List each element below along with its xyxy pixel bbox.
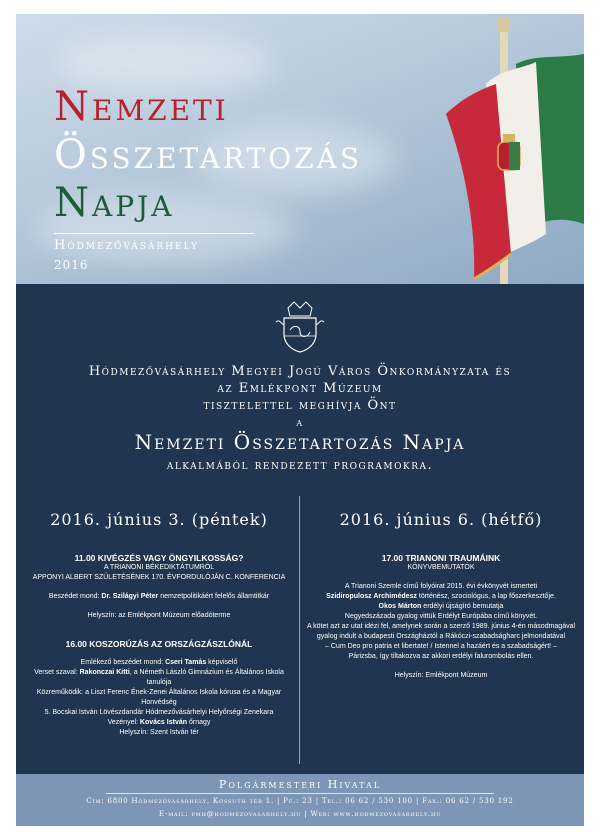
footer-office: Polgármesteri Hivatal [218,778,382,791]
event-3-presenter-1: Szidiropulosz Archimédesz történész, szociológus, a lap főszerkesztője. [326,593,556,600]
event-1-subtitle-2: APPONYI ALBERT SZÜLETÉSÉNEK 170. ÉVFORDULÓJÁN C. KONFERENCIA [32,574,286,581]
event-3-text-4: A kötet azt az utat idézi fel, amelynek során a szerző 1989. június 4-én másodmagával [306,623,576,630]
event-name: Nemzeti Összetartozás Napja [134,430,466,454]
title-line-3: Napja [54,180,175,226]
event-3-text-1: A Trianoni Szemle című folyóirat 2015. évi évkönyvét ismerteti [344,583,538,590]
event-1-venue: Helyszín: az Emlékpont Múzeum előadóterme [87,612,231,619]
program-day-1 [24,510,294,738]
footer-divider [106,793,494,794]
invitation-panel [16,284,584,774]
event-3-text-6: – Cum Deo pro patria et libertate! / Istennel a hazáért és a szabadságért! – [325,643,557,650]
footer-address: Cím: 6800 Hódmezővásárhely, Kossuth tér 1. | Pf.: 23 | Tel.: 06 62 / 530 100 | Fax.: 06 62 / 530 192 [86,797,514,805]
event-3-text-3: Negyedszázada gyalog vittük Erdélyt Európába című könyvét. [344,613,538,620]
event-3-venue: Helyszín: Emlékpont Múzeum [394,672,488,679]
footer-contact[interactable]: E-mail: pmh@hodmezovasarhely.hu | Web: www.hodmezovasarhely.hu [158,810,442,818]
date-day-1: 2016. június 3. (péntek) [50,510,268,529]
hungarian-flag-image [416,14,584,284]
event-2-performers-1: Közreműködik: a Liszt Ferenc Ének-Zenei Általános Iskola kórusa és a Magyar Honvédség [36,689,282,706]
year-label: 2016 [54,258,89,272]
event-3-subtitle: KÖNYVBEMUTATÓK [407,564,475,571]
invitation-line-2: az Emlékpont Múzeum [217,381,383,396]
event-2-performers-2: 5. Bocskai István Lövészdandár Hódmezővásárhelyi Helyőrségi Zenekara [44,709,274,716]
event-2-venue: Helyszín: Szent István tér [119,729,199,736]
column-divider [299,496,300,764]
footer [16,774,584,826]
invitation-line-1: Hódmezővásárhely Megyei Jogú Város Önkormányzata és [88,364,512,379]
event-1-speaker: Beszédet mond: Dr. Szilágyi Péter nemzetpolitikáért felelős államtitkár [48,593,270,600]
city-label: Hódmezővásárhely [54,238,199,253]
program-day-2 [306,510,576,681]
event-3-presenter-2: Okos Márton erdélyi újságíró bemutatja [378,603,504,610]
city-crest-icon [274,300,326,354]
event-1-title: 11.00 KIVÉGZÉS VAGY ÖNGYILKOSSÁG? [74,553,244,563]
event-3-title: 17.00 TRIANONI TRAUMÁINK [381,553,501,563]
title-line-2: Összetartozás [54,132,363,178]
header-banner [16,14,584,284]
event-2-speaker: Emlékező beszédet mond: Cseri Tamás képviselő [80,659,238,666]
title-divider [54,233,254,234]
event-3-text-5: gyalog indult a budapesti Országháztól a Rákóczi-szabadságharc jelmondatával [316,633,566,640]
event-2-poem: Verset szaval: Rakonczai Kitti, a Németh László Gimnázium és Általános Iskola tanulója [34,669,284,686]
invitation-line-4: a [296,415,304,429]
event-1-subtitle-1: A TRIANONI BÉKEDIKTÁTUMRÓL [103,564,215,571]
event-3-text-7: Párizsba, így tiltakozva az akkori erdélyi falurombolás ellen. [348,653,534,660]
event-2-conductor: Vezényel: Kovács István őrnagy [107,719,211,726]
invitation-line-3: tisztelettel meghívja Önt [203,398,397,413]
title-line-1: Nemzeti [54,84,229,130]
date-day-2: 2016. június 6. (hétfő) [339,510,543,529]
invitation-line-6: alkalmából rendezett programokra. [166,458,434,473]
event-2-title: 16.00 KOSZORÚZÁS AZ ORSZÁGZÁSZLÓNÁL [65,639,253,649]
